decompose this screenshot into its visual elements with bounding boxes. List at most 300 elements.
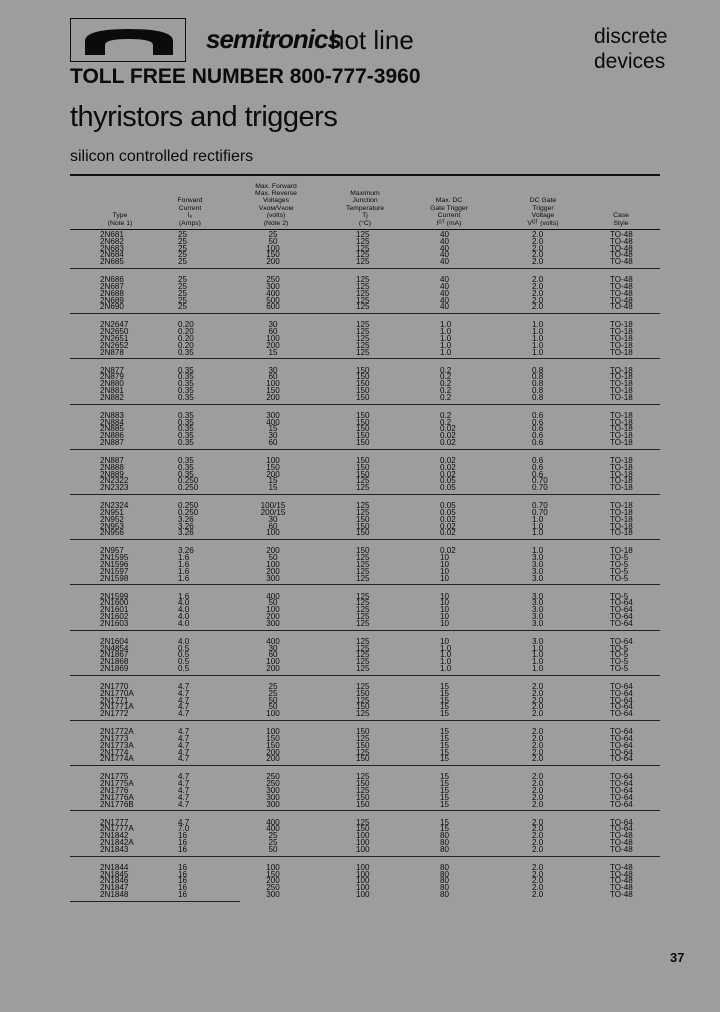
cell-voltage: 300 [266,573,280,583]
cell-case-style: TO-48 [610,257,633,267]
cell-gate-current: 0.02 [440,469,456,479]
cell-junction-temp: 150 [356,365,370,375]
cell-case-style: TO-18 [610,410,633,420]
cell-case-style: TO-18 [610,392,633,402]
cell-voltage: 500 [266,295,280,305]
cell-case-style: TO-64 [610,688,633,698]
cell-gate-voltage: 2.0 [532,740,544,750]
cell-gate-voltage: 1.0 [532,657,544,667]
cell-forward-current: 25 [178,230,188,239]
cell-voltage: 250 [266,883,280,893]
cell-case-style: TO-64 [610,695,633,705]
cell-gate-voltage: 2.0 [532,257,544,267]
cell-case-style: TO-18 [610,501,633,511]
cell-gate-current: 0.02 [440,521,456,531]
cell-gate-voltage: 0.8 [532,372,544,382]
cell-junction-temp: 100 [356,869,370,879]
cell-gate-current: 0.2 [440,372,452,382]
cell-gate-voltage: 0.6 [532,469,544,479]
cell-type: 2N688 [100,288,124,298]
cell-junction-temp: 125 [356,340,370,350]
cell-gate-voltage: 2.0 [532,754,544,764]
cell-junction-temp: 125 [356,709,370,719]
cell-voltage: 50 [268,695,278,705]
cell-voltage: 25 [268,838,278,847]
cell-case-style: TO-18 [610,431,633,441]
cell-junction-temp: 125 [356,295,370,305]
cell-gate-current: 15 [440,688,450,698]
cell-gate-current: 1.0 [440,334,452,343]
cell-gate-voltage: 0.6 [532,462,544,472]
cell-junction-temp: 125 [356,786,370,795]
cell-gate-voltage: 3.0 [532,566,544,576]
cell-forward-current: 25 [178,250,188,260]
cell-forward-current: 0.20 [178,340,194,350]
cell-gate-voltage: 2.0 [532,230,544,239]
cell-forward-current: 3.26 [178,514,194,524]
cell-case-style: TO-5 [610,591,629,601]
cell-forward-current: 25 [178,302,188,312]
group-divider [70,313,660,314]
cell-case-style: TO-5 [610,573,629,583]
cell-case-style: TO-5 [610,664,629,673]
cell-forward-current: 0.35 [178,347,194,357]
cell-gate-current: 0.2 [440,410,452,420]
cell-voltage: 15 [268,347,278,357]
cell-type: 2N690 [100,302,124,312]
cell-case-style: TO-64 [610,618,633,628]
cell-voltage: 150 [266,386,280,395]
cell-gate-current: 15 [440,747,450,757]
cell-forward-current: 4.7 [178,747,190,757]
group-divider [70,268,660,269]
cell-voltage: 50 [268,236,278,246]
cell-junction-temp: 150 [356,372,370,382]
cell-gate-voltage: 0.6 [532,417,544,427]
cell-voltage: 100 [266,560,280,569]
cell-junction-temp: 125 [356,747,370,757]
cell-type: 2N1772 [100,709,129,719]
cell-forward-current: 1.6 [178,573,190,583]
cell-gate-voltage: 2.0 [532,779,544,789]
group-divider [70,584,660,585]
group-divider [70,630,660,631]
cell-type: 2N1848 [100,890,129,899]
cell-gate-current: 40 [440,236,450,246]
cell-gate-voltage: 1.0 [532,340,544,350]
cell-junction-temp: 150 [356,392,370,402]
cell-type: 2N1772A [100,727,134,737]
cell-forward-current: 25 [178,295,188,305]
cell-case-style: TO-48 [610,230,633,239]
cell-type: 2N1776 [100,786,129,795]
cell-type: 2N2322 [100,476,129,486]
cell-voltage: 400 [266,417,280,427]
column-header-junction-temperature: Maximum Junction Temperature Tj (°C) [345,189,385,227]
cell-gate-voltage: 0.70 [532,508,548,517]
cell-gate-voltage: 2.0 [532,236,544,246]
cell-junction-temp: 150 [356,456,370,465]
cell-type: 2N2324 [100,501,129,511]
cell-gate-current: 0.2 [440,365,452,375]
cell-junction-temp: 150 [356,779,370,789]
cell-gate-voltage: 0.6 [532,438,544,447]
cell-forward-current: 0.35 [178,372,194,382]
cell-gate-voltage: 2.0 [532,883,544,893]
cell-case-style: TO-18 [610,320,633,330]
cell-gate-voltage: 0.70 [532,483,548,493]
cell-gate-voltage: 3.0 [532,573,544,583]
cell-forward-current: 1.6 [178,591,190,601]
category-line-1: discrete [594,25,668,48]
cell-junction-temp: 125 [356,618,370,628]
cell-type: 2N1595 [100,553,129,563]
cell-voltage: 60 [268,372,278,382]
cell-type: 2N1777 [100,817,129,827]
cell-junction-temp: 125 [356,288,370,298]
cell-junction-temp: 125 [356,243,370,253]
cell-gate-voltage: 2.0 [532,799,544,809]
cell-case-style: TO-64 [610,612,633,621]
cell-type: 2N2652 [100,340,129,350]
cell-case-style: TO-5 [610,643,629,653]
cell-junction-temp: 100 [356,883,370,893]
cell-type: 2N684 [100,250,124,260]
cell-voltage: 50 [268,702,278,712]
cell-gate-voltage: 1.0 [532,347,544,357]
cell-forward-current: 25 [178,275,188,285]
cell-type: 2N951 [100,508,124,517]
cell-forward-current: 0.35 [178,424,194,434]
cell-junction-temp: 125 [356,501,370,511]
cell-voltage: 200 [266,612,280,621]
cell-gate-voltage: 0.8 [532,379,544,389]
cell-forward-current: 4.7 [178,702,190,712]
cell-type: 2N683 [100,243,124,253]
cell-junction-temp: 125 [356,257,370,267]
cell-gate-current: 80 [440,838,450,847]
cell-gate-current: 0.02 [440,528,456,538]
cell-forward-current: 16 [178,862,188,872]
cell-gate-voltage: 0.70 [532,501,548,511]
cell-forward-current: 4.7 [178,799,190,809]
cell-case-style: TO-64 [610,747,633,757]
cell-gate-voltage: 2.0 [532,688,544,698]
cell-case-style: TO-64 [610,824,633,834]
cell-gate-current: 15 [440,799,450,809]
cell-forward-current: 16 [178,890,188,899]
cell-junction-temp: 125 [356,657,370,667]
cell-gate-current: 80 [440,844,450,854]
cell-case-style: TO-48 [610,282,633,291]
group-divider [70,856,660,857]
cell-junction-temp: 125 [356,573,370,583]
cell-gate-voltage: 2.0 [532,695,544,705]
cell-voltage: 100 [266,334,280,343]
cell-gate-voltage: 1.0 [532,664,544,673]
cell-gate-voltage: 2.0 [532,876,544,886]
cell-voltage: 15 [268,424,278,434]
cell-gate-voltage: 2.0 [532,786,544,795]
cell-forward-current: 16 [178,844,188,854]
cell-gate-current: 0.02 [440,546,456,556]
cell-junction-temp: 100 [356,838,370,847]
cell-gate-voltage: 2.0 [532,295,544,305]
cell-gate-voltage: 0.6 [532,424,544,434]
group-divider [70,358,660,359]
cell-junction-temp: 150 [356,799,370,809]
cell-forward-current: 4.0 [178,605,190,615]
page-title: thyristors and triggers [70,101,338,133]
cell-case-style: TO-5 [610,657,629,667]
cell-voltage: 60 [268,650,278,660]
cell-gate-current: 1.0 [440,347,452,357]
cell-type: 2N1773A [100,740,134,750]
cell-forward-current: 0.250 [178,476,199,486]
cell-junction-temp: 150 [356,462,370,472]
cell-case-style: TO-5 [610,553,629,563]
cell-junction-temp: 150 [356,546,370,556]
cell-gate-voltage: 0.8 [532,365,544,375]
cell-case-style: TO-48 [610,275,633,285]
cell-case-style: TO-18 [610,456,633,465]
cell-gate-current: 10 [440,598,450,608]
cell-case-style: TO-64 [610,817,633,827]
cell-forward-current: 0.35 [178,386,194,395]
cell-gate-current: 1.0 [440,340,452,350]
cell-type: 2N957 [100,546,124,556]
cell-junction-temp: 125 [356,347,370,357]
cell-junction-temp: 125 [356,483,370,493]
cell-type: 2N1599 [100,591,129,601]
cell-voltage: 200 [266,257,280,267]
cell-case-style: TO-18 [610,424,633,434]
cell-case-style: TO-18 [610,340,633,350]
cell-case-style: TO-48 [610,862,633,872]
cell-voltage: 200 [266,664,280,673]
cell-forward-current: 4.7 [178,817,190,827]
cell-gate-current: 0.05 [440,476,456,486]
cell-voltage: 100 [266,709,280,719]
cell-gate-voltage: 1.0 [532,521,544,531]
cell-junction-temp: 125 [356,334,370,343]
cell-type: 2N1771A [100,702,134,712]
cell-type: 2N1770 [100,682,129,691]
cell-gate-current: 15 [440,824,450,834]
cell-junction-temp: 100 [356,890,370,899]
cell-voltage: 600 [266,302,280,312]
cell-case-style: TO-48 [610,883,633,893]
cell-voltage: 250 [266,772,280,782]
cell-gate-voltage: 2.0 [532,869,544,879]
cell-forward-current: 0.250 [178,508,199,517]
cell-gate-voltage: 3.0 [532,612,544,621]
cell-case-style: TO-18 [610,365,633,375]
cell-gate-voltage: 2.0 [532,747,544,757]
cell-forward-current: 25 [178,243,188,253]
cell-case-style: TO-64 [610,636,633,646]
cell-voltage: 250 [266,779,280,789]
cell-case-style: TO-18 [610,347,633,357]
cell-junction-temp: 125 [356,327,370,337]
cell-junction-temp: 125 [356,682,370,691]
cell-junction-temp: 125 [356,553,370,563]
cell-gate-voltage: 2.0 [532,275,544,285]
cell-case-style: TO-5 [610,566,629,576]
cell-type: 2N686 [100,275,124,285]
cell-gate-current: 15 [440,695,450,705]
group-divider [70,539,660,540]
cell-gate-current: 40 [440,302,450,312]
cell-type: 2N953 [100,521,124,531]
cell-junction-temp: 125 [356,695,370,705]
cell-forward-current: 0.5 [178,664,190,673]
cell-voltage: 200 [266,340,280,350]
cell-forward-current: 0.35 [178,431,194,441]
cell-gate-current: 40 [440,257,450,267]
cell-gate-current: 0.02 [440,514,456,524]
cell-voltage: 100 [266,456,280,465]
cell-forward-current: 0.35 [178,365,194,375]
cell-gate-voltage: 1.0 [532,650,544,660]
cell-junction-temp: 125 [356,598,370,608]
cell-case-style: TO-48 [610,295,633,305]
cell-forward-current: 4.7 [178,792,190,802]
cell-forward-current: 0.35 [178,410,194,420]
cell-voltage: 200 [266,392,280,402]
cell-forward-current: 4.7 [178,682,190,691]
cell-forward-current: 3.26 [178,546,194,556]
cell-gate-voltage: 2.0 [532,734,544,743]
cell-gate-current: 0.02 [440,456,456,465]
cell-voltage: 60 [268,327,278,337]
cell-case-style: TO-18 [610,514,633,524]
cell-gate-voltage: 3.0 [532,560,544,569]
cell-type: 2N1771 [100,695,129,705]
cell-junction-temp: 150 [356,431,370,441]
group-divider [70,449,660,450]
group-divider [70,720,660,721]
cell-gate-voltage: 3.0 [532,553,544,563]
cell-junction-temp: 150 [356,754,370,764]
cell-case-style: TO-18 [610,483,633,493]
cell-gate-current: 15 [440,702,450,712]
cell-gate-current: 15 [440,727,450,737]
cell-case-style: TO-64 [610,598,633,608]
cell-junction-temp: 125 [356,817,370,827]
cell-voltage: 50 [268,553,278,563]
cell-case-style: TO-5 [610,560,629,569]
cell-gate-current: 15 [440,779,450,789]
cell-gate-voltage: 2.0 [532,302,544,312]
cell-type: 2N1867 [100,650,129,660]
cell-type: 2N1845 [100,869,129,879]
cell-forward-current: 0.20 [178,320,194,330]
cell-gate-voltage: 2.0 [532,250,544,260]
cell-case-style: TO-64 [610,772,633,782]
cell-gate-voltage: 2.0 [532,890,544,899]
cell-gate-current: 15 [440,817,450,827]
cell-type: 2N883 [100,410,124,420]
cell-type: 2N887 [100,438,124,447]
cell-junction-temp: 125 [356,560,370,569]
cell-junction-temp: 125 [356,566,370,576]
cell-forward-current: 0.20 [178,327,194,337]
cell-type: 2N1869 [100,664,129,673]
cell-gate-voltage: 0.6 [532,431,544,441]
cell-case-style: TO-64 [610,734,633,743]
cell-voltage: 400 [266,591,280,601]
cell-voltage: 25 [268,688,278,698]
cell-gate-voltage: 3.0 [532,618,544,628]
cell-forward-current: 4.7 [178,709,190,719]
cell-junction-temp: 150 [356,410,370,420]
cell-case-style: TO-48 [610,243,633,253]
cell-voltage: 300 [266,410,280,420]
cell-case-style: TO-64 [610,740,633,750]
cell-gate-voltage: 1.0 [532,528,544,538]
cell-type: 2N884 [100,417,124,427]
cell-forward-current: 4.7 [178,754,190,764]
cell-forward-current: 0.5 [178,643,190,653]
cell-type: 2N1774 [100,747,129,757]
cell-type: 2N1770A [100,688,134,698]
cell-gate-current: 10 [440,605,450,615]
cell-case-style: TO-18 [610,386,633,395]
cell-type: 2N889 [100,469,124,479]
cell-voltage: 150 [266,740,280,750]
cell-gate-current: 10 [440,636,450,646]
cell-type: 2N4854 [100,643,129,653]
cell-voltage: 300 [266,792,280,802]
cell-voltage: 300 [266,799,280,809]
cell-junction-temp: 100 [356,831,370,841]
cell-gate-voltage: 2.0 [532,702,544,712]
cell-gate-current: 40 [440,250,450,260]
cell-gate-current: 10 [440,553,450,563]
cell-gate-voltage: 2.0 [532,824,544,834]
cell-gate-current: 1.0 [440,327,452,337]
cell-forward-current: 1.6 [178,560,190,569]
cell-forward-current: 4.0 [178,598,190,608]
cell-gate-voltage: 3.0 [532,598,544,608]
cell-gate-current: 80 [440,869,450,879]
cell-type: 2N1773 [100,734,129,743]
cell-voltage: 30 [268,643,278,653]
cell-case-style: TO-48 [610,288,633,298]
cell-voltage: 400 [266,824,280,834]
cell-type: 2N1775 [100,772,129,782]
cell-junction-temp: 125 [356,605,370,615]
cell-case-style: TO-18 [610,379,633,389]
cell-forward-current: 4.7 [178,740,190,750]
cell-gate-current: 40 [440,282,450,291]
cell-gate-current: 10 [440,560,450,569]
cell-gate-voltage: 1.0 [532,546,544,556]
cell-junction-temp: 150 [356,824,370,834]
cell-forward-current: 0.35 [178,456,194,465]
cell-voltage: 300 [266,786,280,795]
cell-voltage: 400 [266,636,280,646]
category-line-2: devices [594,50,666,73]
cell-forward-current: 4.0 [178,618,190,628]
cell-forward-current: 0.35 [178,417,194,427]
cell-junction-temp: 125 [356,230,370,239]
cell-gate-current: 40 [440,275,450,285]
cell-type: 2N1774A [100,754,134,764]
cell-gate-current: 10 [440,618,450,628]
cell-gate-current: 10 [440,566,450,576]
